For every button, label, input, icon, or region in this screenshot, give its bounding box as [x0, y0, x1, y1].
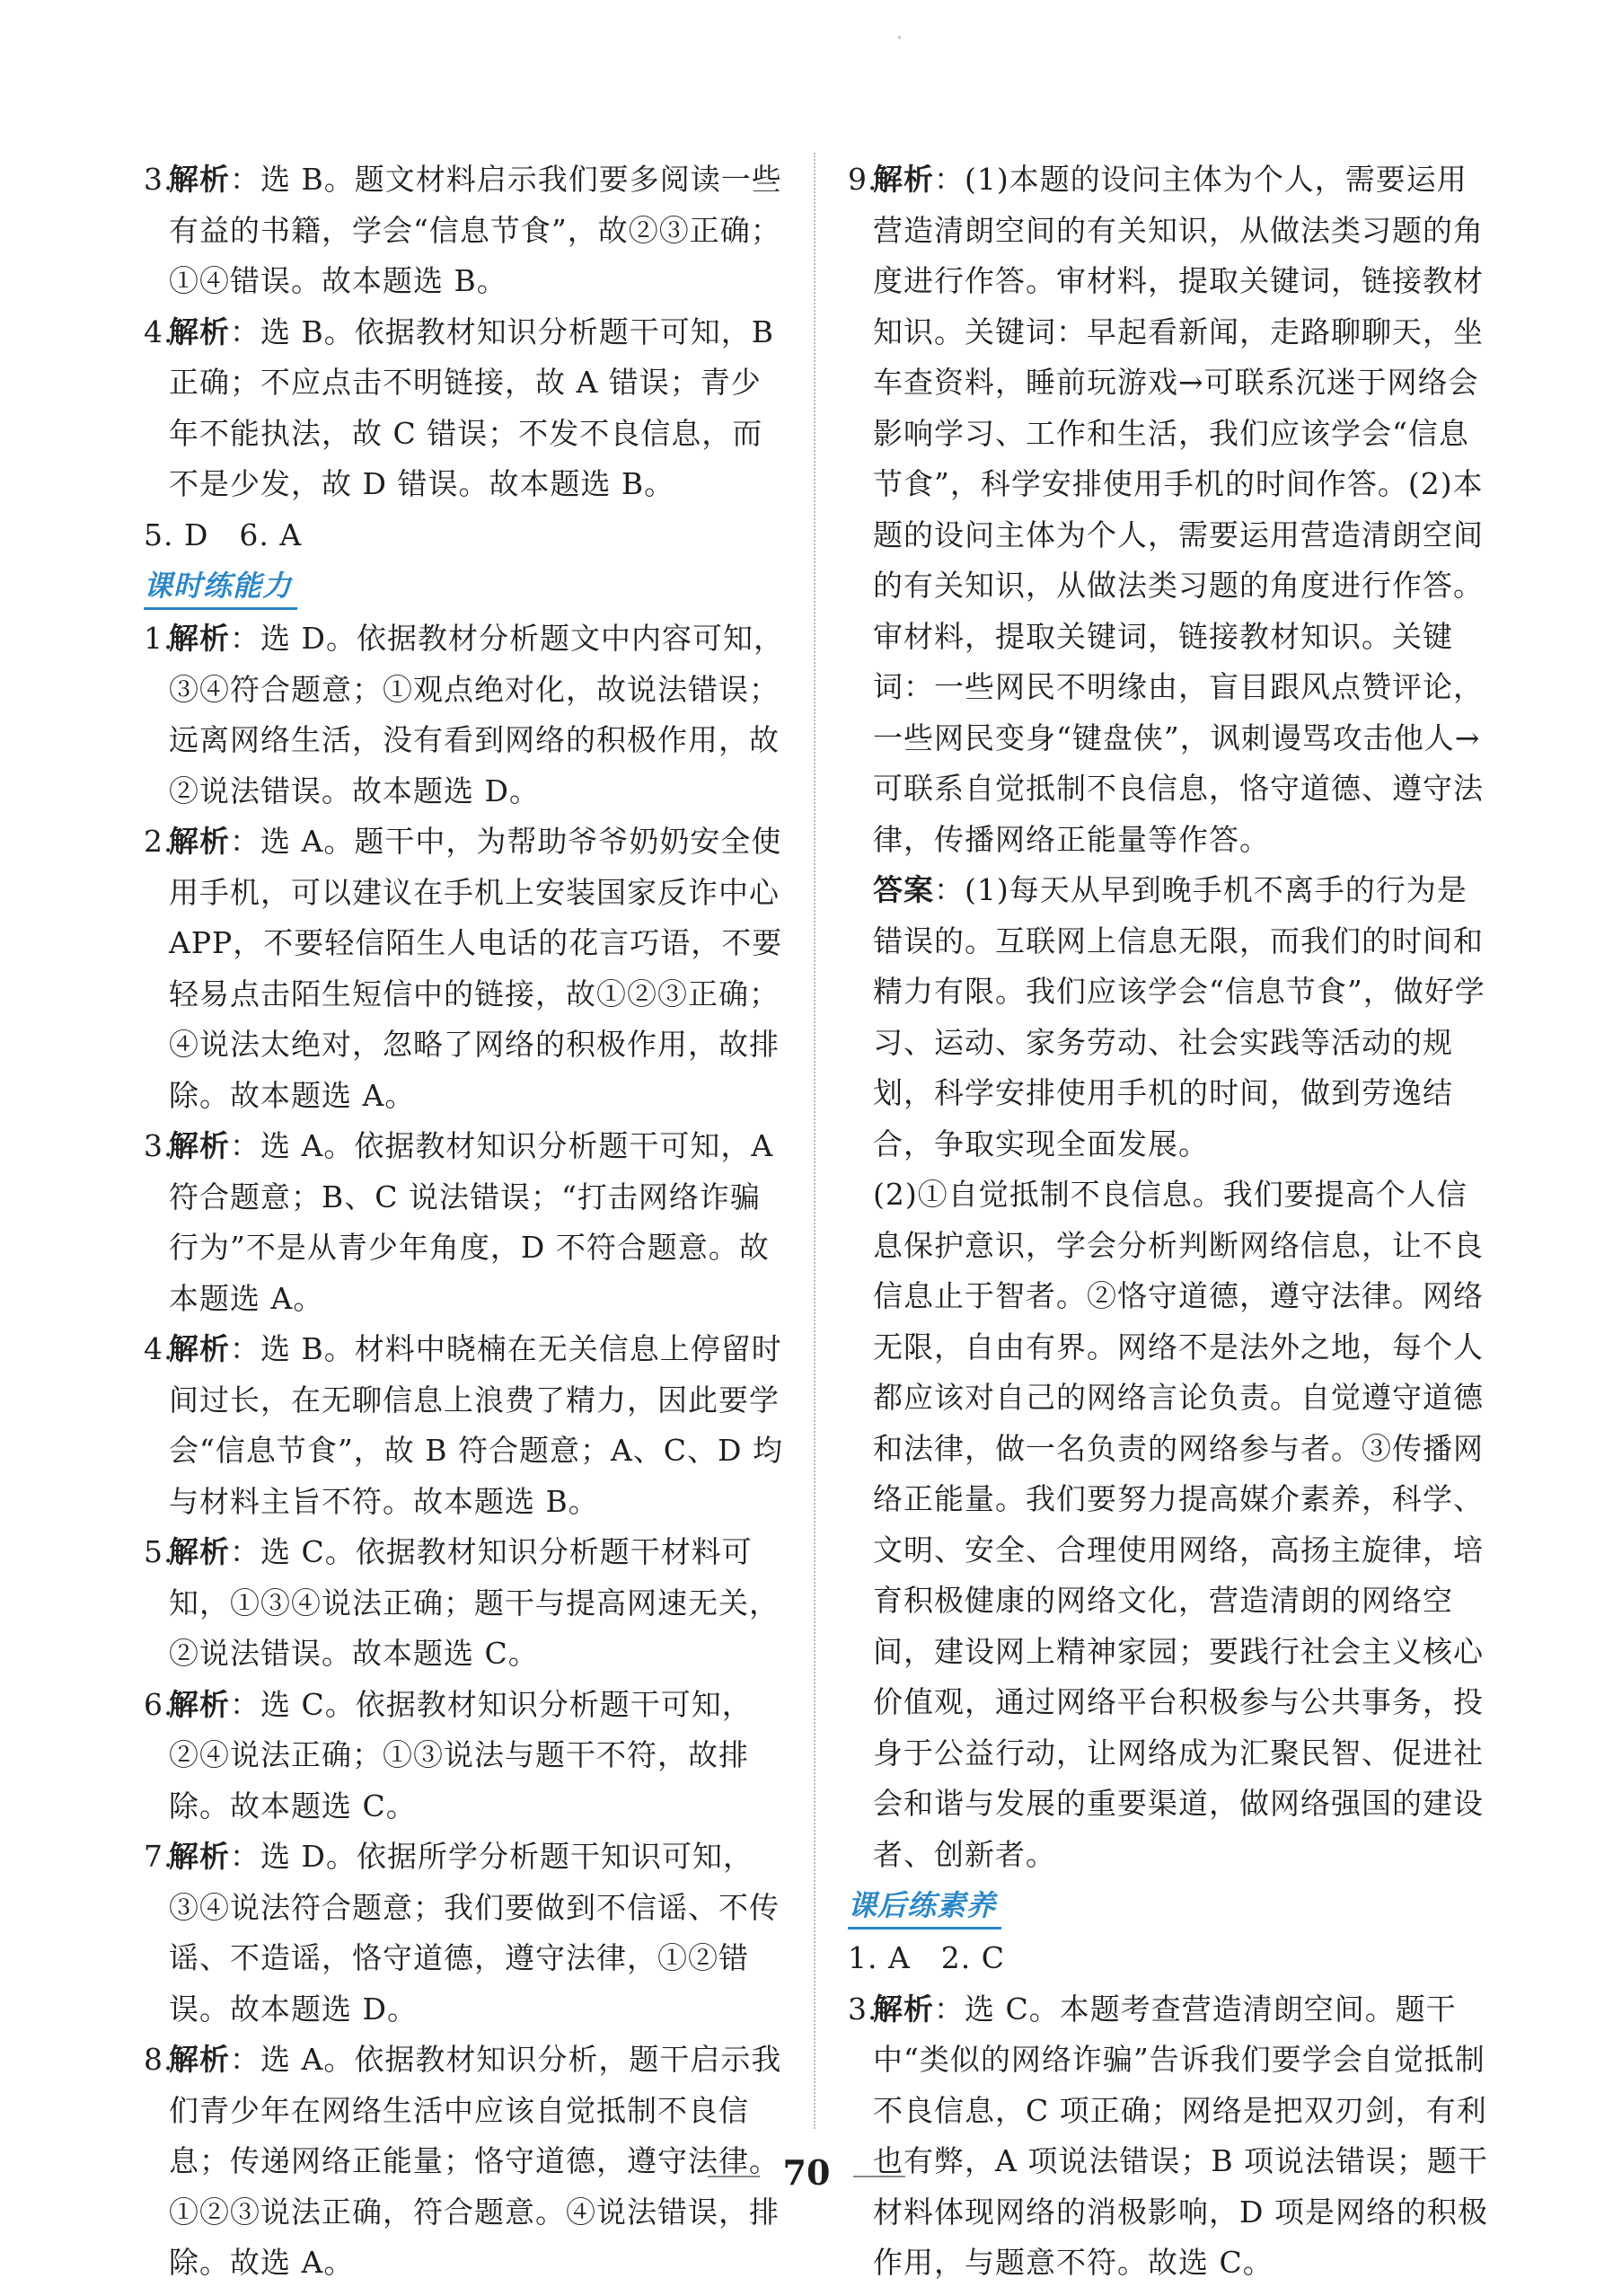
- item-text: ：选 B。材料中晓楠在无关信息上停留时间过长，在无聊信息上浪费了精力，因此要学会“信息节食”，故 B 符合题意；A、C、D 均与材料主旨不符。故本题选 B。: [169, 1331, 783, 1519]
- item-text: ：选 A。题干中，为帮助爷爷奶奶安全使用手机，可以建议在手机上安装国家反诈中心 APP，不要轻信陌生人电话的花言巧语，不要轻易点击陌生短信中的链接，故①②③正确；④说法太绝对，忽略了网络的积极作用，故排除。故本题选 A。: [169, 824, 783, 1113]
- analysis-label: 解析: [169, 1839, 230, 1874]
- footer-rule-right: [853, 2176, 905, 2177]
- answer-item: [848, 155, 1489, 865]
- item-text: ：选 D。依据所学分析题干知识可知，③④说法符合题意；我们要做到不信谣、不传谣、不造谣，恪守道德，遵守法律，①②错误。故本题选 D。: [169, 1839, 780, 2027]
- answer-item: [144, 1527, 785, 1680]
- answer-text: (2)①自觉抵制不良信息。我们要提高个人信息保护意识，学会分析判断网络信息，让不良信息止于智者。②恪守道德，遵守法律。网络无限，自由有界。网络不是法外之地，每个人都应该对自己的网络言论负责。自觉遵守道德和法律，做一名负责的网络参与者。③传播网络正能量。我们要努力提高媒介素养，科学、文明、安全、合理使用网络，高扬主旋律，培育积极健康的网络文化，营造清朗的网络空间，建设网上精神家园；要践行社会主义核心价值观，通过网络平台积极参与公共事务，投身于公益行动，让网络成为汇聚民智、促进社会和谐与发展的重要渠道，做网络强国的建设者、创新者。: [873, 1177, 1484, 1872]
- item-text: ：选 A。依据教材知识分析题干可知，A 符合题意；B、C 说法错误；“打击网络诈骗行为”不是从青少年角度，D 不符合题意。故本题选 A。: [169, 1128, 774, 1316]
- item-number: 2.: [144, 824, 174, 859]
- item-number: 4.: [144, 1331, 174, 1366]
- answer-item: [144, 307, 785, 510]
- item-text: 1. A 2. C: [848, 1940, 1006, 1975]
- analysis-label: 解析: [169, 824, 230, 859]
- item-number: 9.: [848, 162, 878, 197]
- right-column: [848, 155, 1489, 2289]
- analysis-label: 解析: [169, 313, 230, 349]
- left-column: [144, 155, 785, 2289]
- answer-item: [144, 1121, 785, 1324]
- item-number: 6.: [144, 1686, 174, 1722]
- answer-item: [144, 1324, 785, 1527]
- answer-item: [144, 817, 785, 1121]
- answer-block: [848, 1170, 1489, 1880]
- section-heading-class-practice: 课时练能力: [144, 561, 297, 610]
- item-text: 5. D 6. A: [144, 517, 303, 552]
- item-text: ：(1)本题的设问主体为个人，需要运用营造清朗空间的有关知识，从做法类习题的角度进行作答。审材料，提取关键词，链接教材知识。关键词：早起看新闻，走路聊聊天，坐车查资料，睡前玩游戏→可联系沉迷于网络会影响学习、工作和生活，我们应该学会“信息节食”，科学安排使用手机的时间作答。(2)本题的设问主体为个人，需要运用营造清朗空间的有关知识，从做法类习题的角度进行作答。审材料，提取关键词，链接教材知识。关键词：一些网民不明缘由，盲目跟风点赞评论，一些网民变身“键盘侠”，讽刺谩骂攻击他人→可联系自觉抵制不良信息，恪守道德、遵守法律，传播网络正能量等作答。: [873, 162, 1484, 857]
- answer-item: [144, 155, 785, 307]
- analysis-label: 解析: [169, 1128, 230, 1163]
- item-number: 5.: [144, 1534, 174, 1569]
- item-number: 7.: [144, 1839, 174, 1874]
- analysis-label: 解析: [169, 2042, 230, 2077]
- item-number: 1.: [144, 621, 174, 656]
- page-footer: [0, 2152, 1613, 2193]
- answer-text: ：(1)每天从早到晚手机不离手的行为是错误的。互联网上信息无限，而我们的时间和精力有限。我们应该学会“信息节食”，做好学习、运动、家务劳动、社会实践等活动的规划，科学安排使用手机的时间，做到劳逸结合，争取实现全面发展。: [873, 872, 1485, 1161]
- item-text: ：选 A。依据教材知识分析，题干启示我们青少年在网络生活中应该自觉抵制不良信息；传递网络正能量；恪守道德，遵守法律。①②③说法正确，符合题意。④说法错误，排除。故选 A。: [169, 2042, 782, 2280]
- answer-item: [848, 1984, 1489, 2289]
- item-number: 4.: [144, 313, 174, 349]
- item-number: 8.: [144, 2042, 174, 2077]
- footer-rule-left: [708, 2176, 760, 2177]
- analysis-label: 解析: [169, 1686, 230, 1722]
- answer-item: [144, 1832, 785, 2035]
- item-text: ：选 B。依据教材知识分析题干可知，B 正确；不应点击不明链接，故 A 错误；青少年不能执法，故 C 错误；不发不良信息，而不是少发，故 D 错误。故本题选 B。: [169, 313, 774, 501]
- column-divider: [814, 153, 815, 2129]
- answer-item: [144, 614, 785, 817]
- item-text: ：选 C。依据教材知识分析题干可知，②④说法正确；①③说法与题干不符，故排除。故本题选 C。: [169, 1686, 753, 1824]
- answer-block: [848, 865, 1489, 1170]
- section-heading-after-class: 课后练素养: [848, 1880, 1001, 1930]
- item-text: ：选 B。题文材料启示我们要多阅读一些有益的书籍，学会“信息节食”，故②③正确；①④错误。故本题选 B。: [169, 162, 782, 298]
- answer-item: [144, 1680, 785, 1832]
- item-text: ：选 C。本题考查营造清朗空间。题干中“类似的网络诈骗”告诉我们要学会自觉抵制不良信息，C 项正确；网络是把双刃剑，有利也有弊，A 项说法错误；B 项说法错误；题干材料体现网络的消极影响，D 项是网络的积极作用，与题意不符。故选 C。: [873, 1991, 1489, 2280]
- item-number: 3.: [848, 1991, 878, 2027]
- answer-label: 答案: [873, 872, 934, 907]
- page-number: 70: [782, 2152, 831, 2193]
- item-number: 3.: [144, 162, 174, 197]
- answer-item: [144, 510, 785, 561]
- scan-dot: [898, 36, 901, 39]
- analysis-label: 解析: [873, 1991, 934, 2027]
- analysis-label: 解析: [169, 1534, 230, 1569]
- item-text: ：选 C。依据教材知识分析题干材料可知，①③④说法正确；题干与提高网速无关，②说法错误。故本题选 C。: [169, 1534, 780, 1671]
- item-number: 3.: [144, 1128, 174, 1163]
- answer-item: [848, 1933, 1489, 1984]
- analysis-label: 解析: [873, 162, 934, 197]
- analysis-label: 解析: [169, 1331, 230, 1366]
- analysis-label: 解析: [169, 162, 230, 197]
- item-text: ：选 D。依据教材分析题文中内容可知，③④符合题意；①观点绝对化，故说法错误；远离网络生活，没有看到网络的积极作用，故②说法错误。故本题选 D。: [169, 621, 784, 808]
- analysis-label: 解析: [169, 621, 230, 656]
